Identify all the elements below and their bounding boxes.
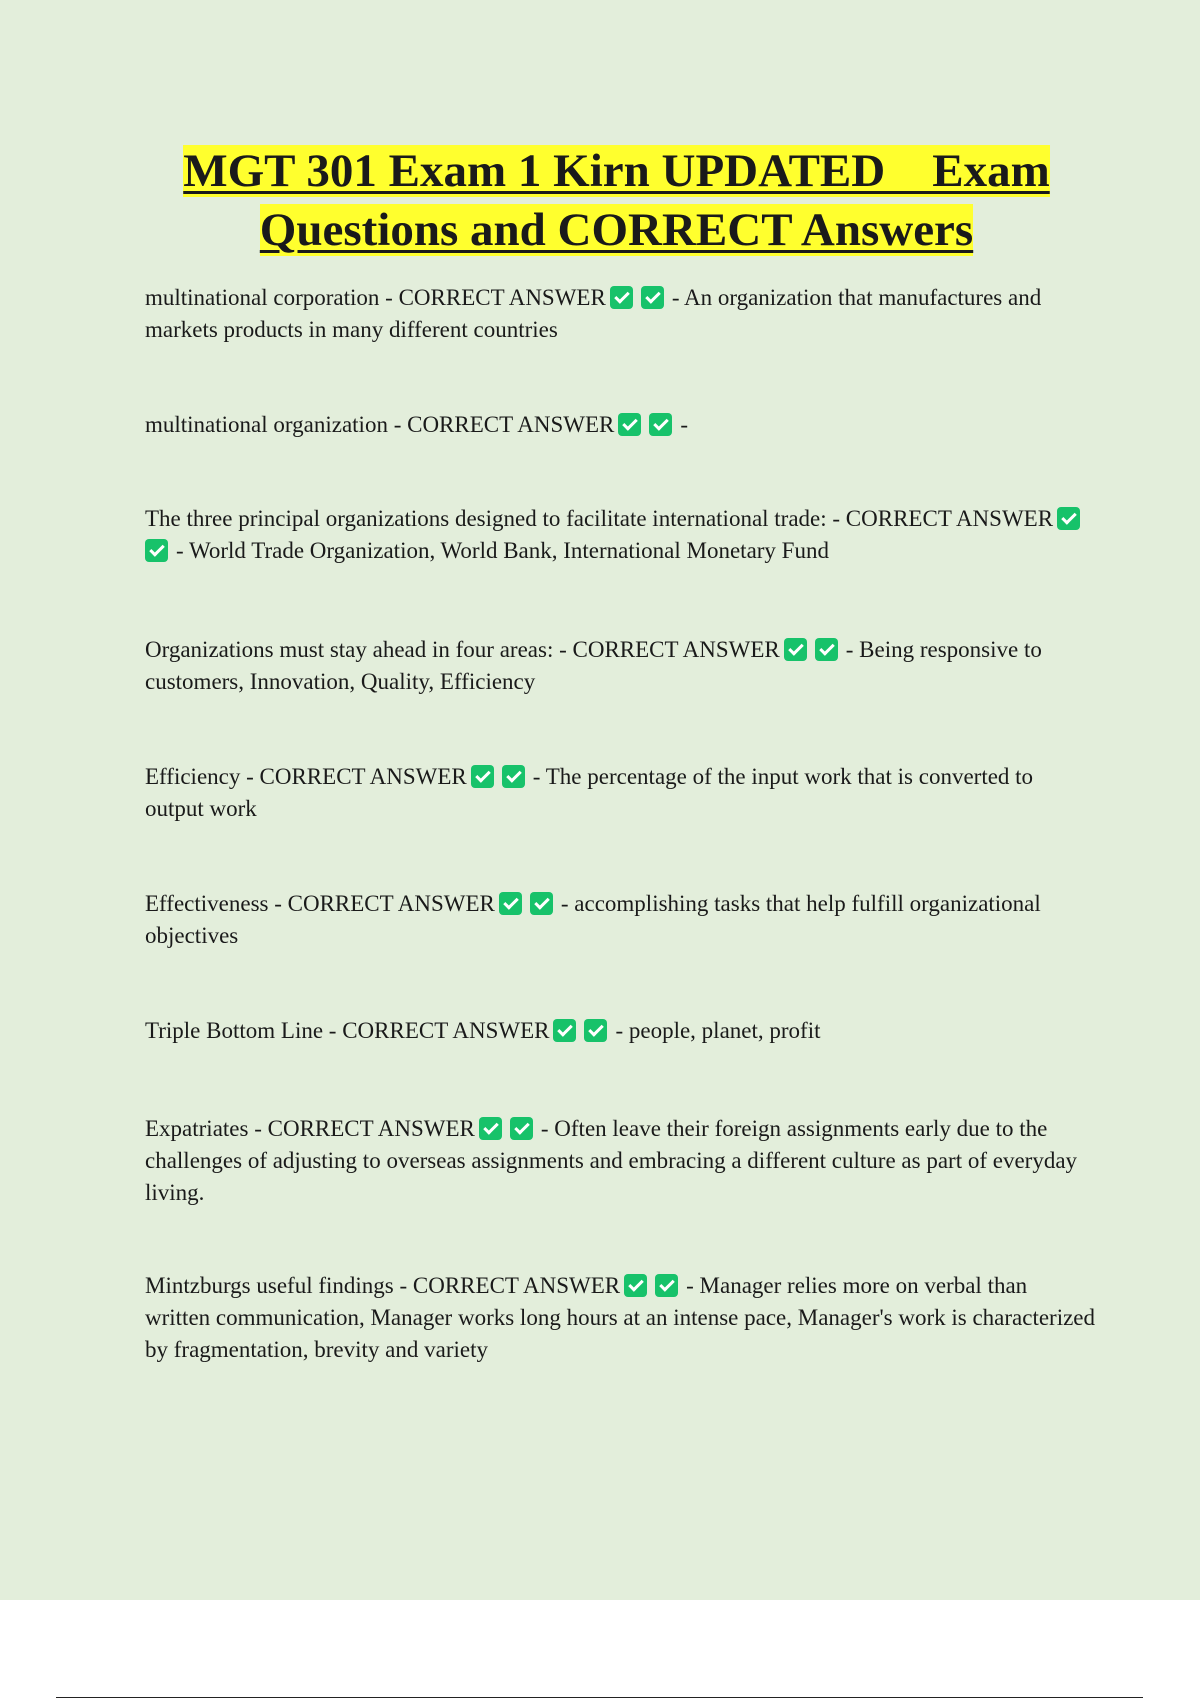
qa-answer: - people, planet, profit <box>615 1018 821 1043</box>
qa-item <box>145 409 1095 441</box>
green-check-box-icon <box>479 1117 502 1140</box>
qa-term: multinational organization - CORRECT ANSWER <box>145 412 615 437</box>
qa-term: Mintzburgs useful findings - CORRECT ANSWER <box>145 1273 621 1298</box>
green-check-box-icon <box>784 638 807 661</box>
qa-item <box>145 634 1095 698</box>
green-check-box-icon <box>553 1019 576 1042</box>
green-check-box-icon <box>510 1117 533 1140</box>
qa-answer: - World Trade Organization, World Bank, International Monetary Fund <box>176 538 829 563</box>
qa-answer: - accomplishing tasks that help fulfill organizational objectives <box>145 891 1041 948</box>
green-check-box-icon <box>815 638 838 661</box>
green-check-box-icon <box>502 765 525 788</box>
qa-term: Expatriates - CORRECT ANSWER <box>145 1116 475 1141</box>
qa-term: Organizations must stay ahead in four areas: - CORRECT ANSWER <box>145 637 780 662</box>
green-check-box-icon <box>655 1274 678 1297</box>
green-check-box-icon <box>624 1274 647 1297</box>
green-check-box-icon <box>530 892 553 915</box>
qa-term: Effectiveness - CORRECT ANSWER <box>145 891 495 916</box>
qa-answer: - Manager relies more on verbal than written communication, Manager works long hours at an intense pace, Manager's work is characterized by fragmentation, brevity and variety <box>145 1273 1096 1362</box>
qa-item <box>145 503 1095 567</box>
green-check-box-icon <box>145 539 168 562</box>
qa-answer: - The percentage of the input work that is converted to output work <box>145 764 1034 821</box>
green-check-box-icon <box>618 413 641 436</box>
qa-term: Triple Bottom Line - CORRECT ANSWER <box>145 1018 550 1043</box>
green-check-box-icon <box>1057 507 1080 530</box>
qa-term: Efficiency - CORRECT ANSWER <box>145 764 467 789</box>
green-check-box-icon <box>584 1019 607 1042</box>
qa-item <box>145 888 1095 952</box>
footer-divider <box>56 1697 1143 1698</box>
title-line-2: Questions and CORRECT Answers <box>259 204 974 256</box>
qa-item <box>145 1113 1095 1209</box>
qa-term: The three principal organizations designed to facilitate international trade: - CORRECT ANSWER <box>145 506 1054 531</box>
qa-answer: - Often leave their foreign assignments early due to the challenges of adjusting to overseas assignments and embracing a different culture as part of everyday living. <box>145 1116 1078 1205</box>
green-check-box-icon <box>641 286 664 309</box>
qa-term: multinational corporation - CORRECT ANSWER <box>145 285 606 310</box>
green-check-box-icon <box>499 892 522 915</box>
qa-item <box>145 282 1095 346</box>
qa-answer: - An organization that manufactures and markets products in many different countries <box>145 285 1042 342</box>
qa-item <box>145 1015 1095 1047</box>
title-line-1: MGT 301 Exam 1 Kirn UPDATED Exam <box>183 145 1050 197</box>
page-title <box>120 142 1113 260</box>
qa-answer: - <box>680 412 689 437</box>
qa-answer: - Being responsive to customers, Innovation, Quality, Efficiency <box>145 637 1042 694</box>
green-check-box-icon <box>471 765 494 788</box>
qa-item <box>145 761 1095 825</box>
qa-item <box>145 1270 1095 1366</box>
green-check-box-icon <box>649 413 672 436</box>
green-check-box-icon <box>610 286 633 309</box>
